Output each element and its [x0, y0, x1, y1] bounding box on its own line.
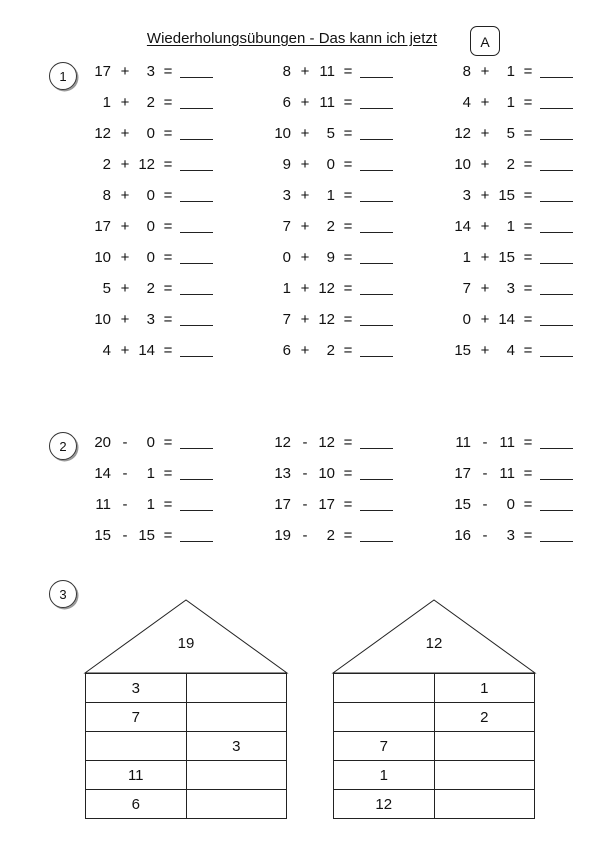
operand-b: 12	[318, 311, 335, 328]
operator: +	[480, 187, 490, 204]
operand-b: 1	[506, 218, 515, 235]
operator: -	[122, 496, 128, 513]
operand-a: 9	[282, 156, 291, 173]
equation-row	[265, 465, 405, 485]
house-row	[334, 761, 535, 790]
operand-a: 10	[274, 125, 291, 142]
equals-sign: =	[163, 125, 173, 142]
equals-sign: =	[523, 280, 533, 297]
answer-blank[interactable]	[360, 187, 393, 202]
equation-row	[445, 156, 585, 176]
equation-row	[445, 434, 585, 454]
operator: +	[300, 187, 310, 204]
empty-cell[interactable]	[86, 732, 187, 761]
operator: +	[300, 218, 310, 235]
number-cell: 7	[86, 703, 187, 732]
equals-sign: =	[163, 156, 173, 173]
equation-row	[265, 218, 405, 238]
operand-b: 15	[498, 187, 515, 204]
empty-cell[interactable]	[434, 761, 535, 790]
equation-row	[445, 94, 585, 114]
operand-b: 12	[318, 434, 335, 451]
empty-cell[interactable]	[186, 790, 287, 819]
operand-b: 17	[318, 496, 335, 513]
number-cell: 2	[434, 703, 535, 732]
equals-sign: =	[163, 187, 173, 204]
operand-a: 3	[282, 187, 291, 204]
operand-b: 3	[146, 311, 155, 328]
operator: -	[122, 434, 128, 451]
operand-a: 1	[102, 94, 111, 111]
house-row	[334, 732, 535, 761]
operand-b: 2	[326, 527, 335, 544]
equation-row	[85, 94, 225, 114]
operator: +	[300, 156, 310, 173]
answer-blank[interactable]	[360, 125, 393, 140]
equation-row	[265, 94, 405, 114]
answer-blank[interactable]	[540, 249, 573, 264]
answer-blank[interactable]	[180, 311, 213, 326]
operator: +	[480, 63, 490, 80]
equals-sign: =	[163, 280, 173, 297]
equals-sign: =	[163, 465, 173, 482]
number-cell: 12	[334, 790, 435, 819]
answer-blank[interactable]	[360, 218, 393, 233]
operand-a: 2	[102, 156, 111, 173]
operand-b: 3	[506, 527, 515, 544]
equation-row	[265, 280, 405, 300]
number-house-1	[85, 600, 287, 820]
section-number-3: 3	[49, 580, 77, 608]
operand-b: 0	[506, 496, 515, 513]
equals-sign: =	[343, 94, 353, 111]
equation-row	[445, 465, 585, 485]
equals-sign: =	[343, 63, 353, 80]
operand-a: 17	[274, 496, 291, 513]
operator: +	[120, 94, 130, 111]
answer-blank[interactable]	[540, 434, 573, 449]
equation-row	[85, 187, 225, 207]
operand-a: 4	[462, 94, 471, 111]
equals-sign: =	[523, 156, 533, 173]
operand-a: 11	[95, 496, 111, 513]
equals-sign: =	[523, 218, 533, 235]
equals-sign: =	[163, 434, 173, 451]
empty-cell[interactable]	[434, 732, 535, 761]
answer-blank[interactable]	[360, 156, 393, 171]
operator: -	[122, 527, 128, 544]
operator: +	[120, 156, 130, 173]
operator: +	[480, 311, 490, 328]
equation-row	[85, 465, 225, 485]
operand-a: 11	[455, 434, 471, 451]
equals-sign: =	[343, 527, 353, 544]
operator: +	[480, 156, 490, 173]
operand-b: 3	[146, 63, 155, 80]
house-row	[334, 674, 535, 703]
equals-sign: =	[163, 63, 173, 80]
answer-blank[interactable]	[180, 527, 213, 542]
operator: -	[302, 527, 308, 544]
house-row	[334, 790, 535, 819]
answer-blank[interactable]	[180, 187, 213, 202]
operand-b: 2	[146, 94, 155, 111]
operand-b: 12	[138, 156, 155, 173]
operand-a: 8	[462, 63, 471, 80]
equation-row	[85, 63, 225, 83]
equation-row	[85, 311, 225, 331]
equals-sign: =	[523, 249, 533, 266]
equation-row	[85, 249, 225, 269]
operand-b: 0	[146, 434, 155, 451]
empty-cell[interactable]	[334, 703, 435, 732]
operator: +	[300, 342, 310, 359]
equation-row	[445, 527, 585, 547]
answer-blank[interactable]	[180, 434, 213, 449]
equals-sign: =	[343, 342, 353, 359]
answer-blank[interactable]	[360, 249, 393, 264]
operand-a: 17	[94, 218, 111, 235]
roof-number: 19	[177, 635, 195, 652]
equation-row	[265, 63, 405, 83]
house-table	[85, 673, 287, 819]
operator: -	[302, 434, 308, 451]
equals-sign: =	[343, 496, 353, 513]
operator: +	[480, 249, 490, 266]
equals-sign: =	[523, 465, 533, 482]
answer-blank[interactable]	[540, 465, 573, 480]
number-cell: 3	[86, 674, 187, 703]
operand-b: 11	[499, 465, 515, 482]
operator: -	[122, 465, 128, 482]
equals-sign: =	[343, 465, 353, 482]
version-badge: A	[470, 26, 500, 56]
number-cell: 1	[334, 761, 435, 790]
operator: +	[300, 280, 310, 297]
equation-row	[265, 342, 405, 362]
equals-sign: =	[163, 496, 173, 513]
operand-b: 1	[146, 496, 155, 513]
operand-a: 15	[94, 527, 111, 544]
answer-blank[interactable]	[180, 94, 213, 109]
equation-row	[85, 125, 225, 145]
operator: +	[120, 249, 130, 266]
operand-b: 1	[506, 63, 515, 80]
house-row	[86, 703, 287, 732]
answer-blank[interactable]	[180, 342, 213, 357]
operand-b: 11	[499, 434, 515, 451]
equals-sign: =	[523, 125, 533, 142]
operator: -	[302, 465, 308, 482]
number-cell: 11	[86, 761, 187, 790]
operand-b: 15	[498, 249, 515, 266]
operand-a: 5	[102, 280, 111, 297]
operand-b: 11	[319, 63, 335, 80]
operator: +	[120, 125, 130, 142]
equation-row	[445, 311, 585, 331]
equation-row	[265, 249, 405, 269]
answer-blank[interactable]	[360, 434, 393, 449]
answer-blank[interactable]	[360, 527, 393, 542]
operand-b: 2	[146, 280, 155, 297]
operand-a: 15	[454, 342, 471, 359]
operator: +	[120, 280, 130, 297]
answer-blank[interactable]	[360, 94, 393, 109]
answer-blank[interactable]	[180, 63, 213, 78]
operand-b: 0	[146, 125, 155, 142]
operand-a: 16	[454, 527, 471, 544]
empty-cell[interactable]	[186, 703, 287, 732]
operator: +	[120, 218, 130, 235]
answer-blank[interactable]	[540, 280, 573, 295]
equals-sign: =	[163, 218, 173, 235]
answer-blank[interactable]	[540, 94, 573, 109]
equals-sign: =	[343, 156, 353, 173]
operand-a: 12	[454, 125, 471, 142]
operand-a: 6	[282, 342, 291, 359]
answer-blank[interactable]	[540, 527, 573, 542]
equation-row	[85, 434, 225, 454]
answer-blank[interactable]	[360, 63, 393, 78]
answer-blank[interactable]	[540, 496, 573, 511]
equals-sign: =	[343, 187, 353, 204]
equals-sign: =	[343, 434, 353, 451]
operand-a: 7	[282, 311, 291, 328]
equation-row	[445, 342, 585, 362]
operator: -	[302, 496, 308, 513]
equals-sign: =	[523, 94, 533, 111]
equation-row	[265, 156, 405, 176]
operator: -	[482, 527, 488, 544]
operand-a: 7	[282, 218, 291, 235]
operator: +	[120, 63, 130, 80]
equals-sign: =	[163, 527, 173, 544]
house-row	[86, 790, 287, 819]
equation-row	[265, 187, 405, 207]
operand-a: 12	[274, 434, 291, 451]
operand-b: 4	[506, 342, 515, 359]
equation-row	[445, 496, 585, 516]
equals-sign: =	[523, 527, 533, 544]
equation-row	[85, 280, 225, 300]
operand-a: 17	[94, 63, 111, 80]
page-title: Wiederholungsübungen - Das kann ich jetzt	[146, 30, 438, 47]
equation-row	[445, 218, 585, 238]
answer-blank[interactable]	[360, 311, 393, 326]
operator: +	[480, 94, 490, 111]
equals-sign: =	[343, 218, 353, 235]
operand-b: 2	[326, 218, 335, 235]
answer-blank[interactable]	[180, 496, 213, 511]
operator: +	[480, 342, 490, 359]
number-cell: 7	[334, 732, 435, 761]
operand-a: 1	[462, 249, 471, 266]
answer-blank[interactable]	[540, 156, 573, 171]
number-cell: 1	[434, 674, 535, 703]
answer-blank[interactable]	[540, 63, 573, 78]
answer-blank[interactable]	[180, 125, 213, 140]
number-house-2	[333, 600, 535, 820]
equation-row	[445, 63, 585, 83]
answer-blank[interactable]	[360, 280, 393, 295]
answer-blank[interactable]	[360, 496, 393, 511]
operand-b: 0	[146, 249, 155, 266]
equation-row	[445, 187, 585, 207]
equals-sign: =	[523, 63, 533, 80]
operand-a: 1	[282, 280, 291, 297]
section-number-1: 1	[49, 62, 77, 90]
operand-a: 10	[94, 311, 111, 328]
equation-row	[265, 311, 405, 331]
equals-sign: =	[163, 94, 173, 111]
operand-b: 2	[326, 342, 335, 359]
operand-a: 13	[274, 465, 291, 482]
number-cell: 3	[186, 732, 287, 761]
operator: +	[300, 311, 310, 328]
equation-row	[265, 125, 405, 145]
operand-b: 14	[138, 342, 155, 359]
operator: +	[120, 311, 130, 328]
answer-blank[interactable]	[540, 218, 573, 233]
operator: -	[482, 465, 488, 482]
equals-sign: =	[163, 311, 173, 328]
operand-b: 0	[146, 187, 155, 204]
empty-cell[interactable]	[434, 790, 535, 819]
operand-a: 14	[454, 218, 471, 235]
house-table	[333, 673, 535, 819]
equation-row	[445, 280, 585, 300]
operand-b: 1	[326, 187, 335, 204]
house-row	[334, 703, 535, 732]
equation-row	[85, 496, 225, 516]
operand-a: 0	[282, 249, 291, 266]
answer-blank[interactable]	[540, 311, 573, 326]
equals-sign: =	[523, 311, 533, 328]
equation-row	[265, 434, 405, 454]
operand-a: 3	[462, 187, 471, 204]
equals-sign: =	[163, 249, 173, 266]
answer-blank[interactable]	[180, 218, 213, 233]
operand-a: 19	[274, 527, 291, 544]
equals-sign: =	[343, 280, 353, 297]
roof-number: 12	[425, 635, 443, 652]
operand-b: 5	[326, 125, 335, 142]
operand-b: 9	[326, 249, 335, 266]
equation-row	[85, 342, 225, 362]
operand-b: 11	[319, 94, 335, 111]
operator: -	[482, 496, 488, 513]
operator: +	[480, 218, 490, 235]
operand-b: 0	[326, 156, 335, 173]
operator: +	[480, 280, 490, 297]
equation-row	[85, 218, 225, 238]
operand-a: 10	[94, 249, 111, 266]
equation-row	[85, 527, 225, 547]
operand-a: 6	[282, 94, 291, 111]
operand-b: 1	[146, 465, 155, 482]
empty-cell[interactable]	[334, 674, 435, 703]
operand-a: 20	[94, 434, 111, 451]
operand-a: 10	[454, 156, 471, 173]
operator: +	[300, 249, 310, 266]
operand-b: 3	[506, 280, 515, 297]
operand-a: 14	[94, 465, 111, 482]
operand-a: 8	[102, 187, 111, 204]
operand-a: 0	[462, 311, 471, 328]
answer-blank[interactable]	[180, 465, 213, 480]
operand-b: 2	[506, 156, 515, 173]
operand-b: 15	[138, 527, 155, 544]
section-number-2: 2	[49, 432, 77, 460]
operand-b: 12	[318, 280, 335, 297]
house-row	[86, 674, 287, 703]
empty-cell[interactable]	[186, 761, 287, 790]
empty-cell[interactable]	[186, 674, 287, 703]
answer-blank[interactable]	[540, 187, 573, 202]
operator: +	[300, 94, 310, 111]
equals-sign: =	[343, 249, 353, 266]
equation-row	[445, 125, 585, 145]
house-row	[86, 761, 287, 790]
answer-blank[interactable]	[360, 342, 393, 357]
answer-blank[interactable]	[540, 125, 573, 140]
operand-b: 10	[318, 465, 335, 482]
equals-sign: =	[523, 434, 533, 451]
operand-b: 5	[506, 125, 515, 142]
answer-blank[interactable]	[180, 249, 213, 264]
equation-row	[265, 496, 405, 516]
operand-a: 17	[454, 465, 471, 482]
operator: +	[120, 342, 130, 359]
operator: +	[300, 125, 310, 142]
equals-sign: =	[343, 311, 353, 328]
equals-sign: =	[523, 342, 533, 359]
equals-sign: =	[523, 496, 533, 513]
operand-a: 4	[102, 342, 111, 359]
operand-b: 0	[146, 218, 155, 235]
answer-blank[interactable]	[180, 156, 213, 171]
operator: +	[120, 187, 130, 204]
operand-b: 1	[506, 94, 515, 111]
answer-blank[interactable]	[360, 465, 393, 480]
house-row	[86, 732, 287, 761]
answer-blank[interactable]	[540, 342, 573, 357]
operator: +	[480, 125, 490, 142]
operand-a: 12	[94, 125, 111, 142]
equation-row	[85, 156, 225, 176]
operand-a: 15	[454, 496, 471, 513]
operand-b: 14	[498, 311, 515, 328]
equation-row	[265, 527, 405, 547]
operator: +	[300, 63, 310, 80]
equation-row	[445, 249, 585, 269]
equals-sign: =	[163, 342, 173, 359]
operand-a: 7	[462, 280, 471, 297]
operand-a: 8	[282, 63, 291, 80]
operator: -	[482, 434, 488, 451]
number-cell: 6	[86, 790, 187, 819]
equals-sign: =	[343, 125, 353, 142]
answer-blank[interactable]	[180, 280, 213, 295]
equals-sign: =	[523, 187, 533, 204]
